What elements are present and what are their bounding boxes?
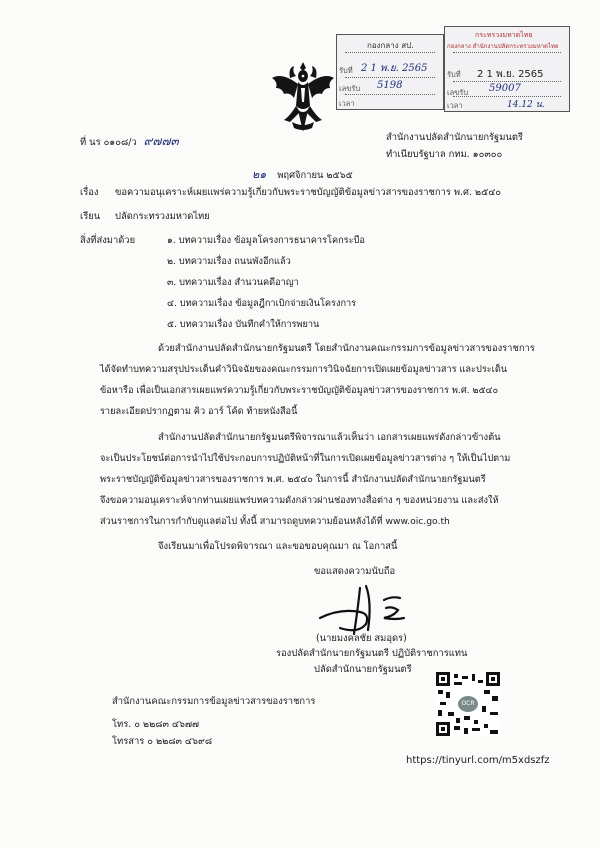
stamp-left-header: กองกลาง สป. [367,41,414,50]
subject-text: ขอความอนุเคราะห์เผยแพร่ความรู้เกี่ยวกับพระราชบัญญัติข้อมูลข่าวสารของราชการ พ.ศ. ๒๕๔๐ [115,187,502,198]
paragraph-1-line-4: รายละเอียดปรากฏตาม คิว อาร์ โค้ด ท้ายหนังสือนี้ [100,406,298,417]
short-url-link[interactable]: https://tinyurl.com/m5xdszfz [406,755,550,766]
paragraph-1-line-3: ข้อหารือ เพื่อเป็นเอกสารเผยแพร่ความรู้เกี่ยวกับพระราชบัญญัติข้อมูลข่าวสารของราชการ พ.ศ. ๒๕๔๐ [100,385,499,396]
stamp-right-row2-label: เลขรับ [447,88,469,97]
letter-date [252,165,353,183]
stamp-right-row3-label: เวลา [447,101,463,110]
paragraph-2-line-3: พระราชบัญญัติข้อมูลข่าวสารของราชการ พ.ศ. ๒๕๔๐ ในการนี้ สำนักงานปลัดสำนักนายกรัฐมนตรี [100,474,486,485]
stamp-right-row1-label: รับที่ [447,70,461,79]
received-stamp-left [336,34,444,110]
enclosure-item-5: ๕. บทความเรื่อง บันทึกคำให้การพยาน [167,319,320,330]
stamp-right-row3-value: 14.12 น. [507,100,545,110]
paragraph-2-line-1: สำนักงานปลัดสำนักนายกรัฐมนตรีพิจารณาแล้วเห็นว่า เอกสารเผยแพร่ดังกล่าวข้างต้น [158,432,501,443]
office-phone: โทร. ๐ ๒๒๘๓ ๔๖๗๗ [112,719,200,730]
enclosure-item-1: ๑. บทความเรื่อง ข้อมูลโครงการธนาคารโคกระบือ [167,235,365,246]
sender-address-line1: สำนักงานปลัดสำนักนายกรัฐมนตรี [386,132,523,143]
stamp-right-header2: กองกลาง สำนักงานปลัดกระทรวงมหาดไทย [447,43,559,50]
reference-number-label: ที่ นร ๐๑๐๘/ว [80,137,137,148]
stamp-right-header1: กระทรวงมหาดไทย [475,31,533,39]
paragraph-2-line-4: จึงขอความอนุเคราะห์จากท่านเผยแพร่บทความดังกล่าวผ่านช่องทางสื่อต่าง ๆ ของหน่วยงาน และส่งให้ [100,495,499,506]
signer-title-1: รองปลัดสำนักนายกรัฐมนตรี ปฏิบัติราชการแทน [276,648,468,659]
qr-badge: OCR [458,696,478,712]
closing-request: จึงเรียนมาเพื่อโปรดพิจารณา และขอขอบคุณมา ณ โอกาสนี้ [158,541,398,552]
qr-code-icon [436,672,500,736]
office-fax: โทรสาร ๐ ๒๒๘๓ ๔๖๙๘ [112,736,213,747]
stamp-left-row2-value: 5198 [377,80,403,91]
garuda-emblem-icon [268,58,338,136]
received-stamp-right [444,26,570,112]
stamp-left-row2-label: เลขรับ [339,84,361,93]
stamp-left-row1-value: 2 1 พ.ย. 2565 [361,63,428,74]
enclosure-item-2: ๒. บทความเรื่อง ถนนพังอีกแล้ว [167,256,291,267]
stamp-right-row1-value: 2 1 พ.ย. 2565 [477,69,544,80]
enclosure-item-4: ๔. บทความเรื่อง ข้อมูลฎีกาเบิกจ่ายเงินโครงการ [167,298,357,309]
signer-title-2: ปลัดสำนักนายกรัฐมนตรี [314,664,412,675]
stamp-left-row1-label: รับที่ [339,66,353,75]
closing-salutation: ขอแสดงความนับถือ [314,566,396,577]
reference-number-handwritten: ๙๗๗๓ [143,134,179,148]
addressee-label: เรียน [80,211,101,222]
enclosure-item-3: ๓. บทความเรื่อง สำนวนคดีอาญา [167,277,299,288]
letter-date-day: ๒๑ [252,168,267,181]
addressee-text: ปลัดกระทรวงมหาดไทย [115,211,210,222]
paragraph-2-line-2: จะเป็นประโยชน์ต่อการนำไปใช้ประกอบการปฏิบัติหน้าที่ในการเปิดเผยข้อมูลข่าวสารต่าง ๆ ให้เป็นไปตาม [100,453,511,464]
letter-date-month-year: พฤศจิกายน ๒๕๖๕ [277,170,353,181]
paragraph-1-line-2: ได้จัดทำบทความสรุปประเด็นคำวินิจฉัยของคณะกรรมการวินิจฉัยการเปิดเผยข้อมูลข่าวสาร และประเด็น [100,364,508,375]
subject-label: เรื่อง [80,187,99,198]
stamp-left-row3-label: เวลา [339,99,355,108]
handwritten-signature [300,578,440,638]
paragraph-2-line-5: ส่วนราชการในการกำกับดูแลต่อไป ทั้งนี้ สามารถดูบทความย้อนหลังได้ที่ www.oic.go.th [100,516,450,527]
paragraph-1-line-1: ด้วยสำนักงานปลัดสำนักนายกรัฐมนตรี โดยสำนักงานคณะกรรมการข้อมูลข่าวสารของราชการ [158,343,535,354]
reference-number [80,132,179,151]
stamp-right-row2-value: 59007 [489,83,521,94]
signer-name: (นายมงคลชัย สมอุดร) [316,633,407,644]
office-name: สำนักงานคณะกรรมการข้อมูลข่าวสารของราชการ [112,696,316,707]
enclosures-label: สิ่งที่ส่งมาด้วย [80,235,136,246]
sender-address-line2: ทำเนียบรัฐบาล กทม. ๑๐๓๐๐ [386,149,503,160]
